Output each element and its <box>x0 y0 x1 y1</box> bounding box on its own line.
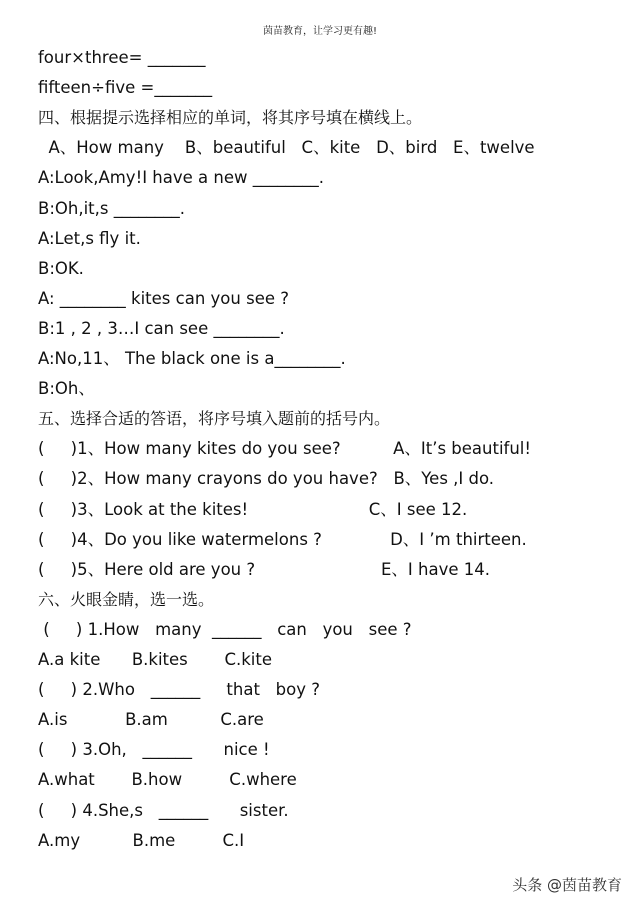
worksheet-line: A: ________ kites can you see ? <box>38 288 289 308</box>
worksheet-line: A.what B.how C.where <box>38 770 297 790</box>
worksheet-line: A、How many B、beautiful C、kite D、bird E、twelve <box>38 138 535 158</box>
worksheet-line: 六、火眼金睛，选一选。 <box>38 589 215 609</box>
worksheet-line: ( )2、How many crayons do you have? B、Yes ,I do. <box>38 469 495 489</box>
worksheet-line: B:OK. <box>38 258 84 278</box>
worksheet-line: B:Oh,it,s ________. <box>38 198 185 218</box>
worksheet-line: A:Let,s fly it. <box>38 228 141 248</box>
watermark: 头条 @茵苗教育 <box>512 876 622 894</box>
worksheet-line: B:1 , 2 , 3…I can see ________. <box>38 318 285 338</box>
worksheet-line: four×three= _______ <box>38 48 206 67</box>
worksheet-line: A.a kite B.kites C.kite <box>38 650 272 669</box>
worksheet-line: ( )3、Look at the kites! C、I see 12. <box>38 499 468 519</box>
worksheet-line: ( ) 3.Oh, ______ nice ! <box>38 740 270 760</box>
worksheet-line: 四、根据提示选择相应的单词，将其序号填在横线上。 <box>38 108 423 128</box>
worksheet-line: A:No,11、 The black one is a________. <box>38 349 346 368</box>
worksheet-line: A.my B.me C.I <box>38 830 245 850</box>
worksheet-line: B:Oh、 <box>38 379 95 399</box>
worksheet-line: fifteen÷five =_______ <box>38 78 213 98</box>
worksheet-line: ( )1、How many kites do you see? A、It’s beautiful! <box>38 439 531 459</box>
worksheet-line: ( ) 2.Who ______ that boy ? <box>38 680 320 700</box>
worksheet-line: ( )4、Do you like watermelons ? D、I ’m thirteen. <box>38 529 527 549</box>
worksheet-line: ( )5、Here old are you ? E、I have 14. <box>38 559 491 579</box>
worksheet-line: A.is B.am C.are <box>38 710 264 730</box>
worksheet-line: A:Look,Amy!I have a new ________. <box>38 168 324 188</box>
worksheet-line: 五、选择合适的答语，将序号填入题前的括号内。 <box>38 409 391 429</box>
page-header: 茵苗教育，让学习更有趣! <box>262 26 377 37</box>
worksheet-line: ( ) 1.How many ______ can you see ? <box>38 619 412 639</box>
worksheet-line: ( ) 4.She,s ______ sister. <box>38 800 289 820</box>
